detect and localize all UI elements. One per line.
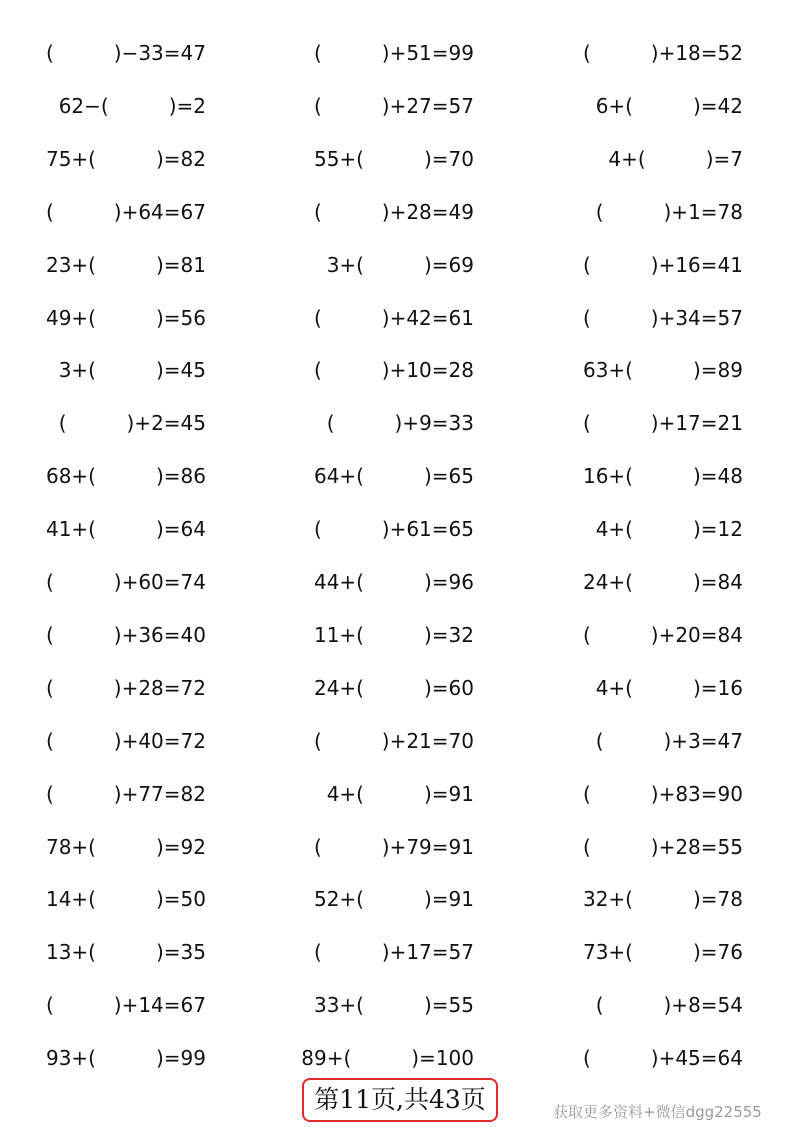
problem-row xyxy=(0,827,800,867)
math-problem: 3+( )=45 xyxy=(58,358,206,383)
math-problem: 24+( )=84 xyxy=(582,570,743,594)
problem-row xyxy=(0,932,800,972)
math-problem: ( )+40=72 xyxy=(45,728,206,753)
math-problem: 75+( )=82 xyxy=(45,146,206,171)
math-problem: 4+( )=16 xyxy=(595,675,743,700)
math-problem: 6+( )=42 xyxy=(595,93,743,118)
math-problem: ( )+3=47 xyxy=(595,728,743,753)
math-problem: ( )+2=45 xyxy=(58,411,206,436)
math-problem: 62−( )=2 xyxy=(58,93,206,118)
math-problem: 4+( )=91 xyxy=(326,781,474,806)
math-problem: 73+( )=76 xyxy=(582,940,743,965)
problem-row xyxy=(0,985,800,1025)
math-problem: ( )+16=41 xyxy=(582,252,743,277)
math-problem: 13+( )=35 xyxy=(45,940,206,965)
math-problem: ( )+8=54 xyxy=(595,993,743,1018)
math-problem: ( )+28=49 xyxy=(313,199,474,224)
math-problem: ( )+9=33 xyxy=(326,411,474,436)
math-problem: ( )+14=67 xyxy=(45,993,206,1018)
math-problem: 49+( )=56 xyxy=(45,305,206,330)
problem-row xyxy=(0,879,800,919)
problem-row xyxy=(0,774,800,814)
math-problem: 52+( )=91 xyxy=(313,887,474,912)
wechat-watermark: 获取更多资料+微信dgg22555 xyxy=(553,1103,762,1121)
math-problem: ( )+83=90 xyxy=(582,781,743,806)
math-problem: ( )+20=84 xyxy=(582,622,743,647)
math-problem: ( )+36=40 xyxy=(45,622,206,647)
problem-row xyxy=(0,192,800,232)
math-problem: 33+( )=55 xyxy=(313,993,474,1018)
page-number-badge: 第11页,共43页 xyxy=(302,1078,498,1122)
math-problem: ( )+28=55 xyxy=(582,834,743,859)
math-problem: ( )+17=21 xyxy=(582,411,743,436)
problem-row xyxy=(0,456,800,496)
math-problem: 55+( )=70 xyxy=(313,146,474,171)
math-problem: 24+( )=60 xyxy=(313,675,474,700)
problem-row xyxy=(0,562,800,602)
math-problem: ( )+77=82 xyxy=(45,781,206,806)
math-problem: ( )+51=99 xyxy=(313,41,474,65)
math-problem: ( )+61=65 xyxy=(313,517,474,542)
math-problem: ( )+10=28 xyxy=(313,358,474,383)
problem-row xyxy=(0,245,800,285)
math-problem: ( )+79=91 xyxy=(313,834,474,859)
math-problem: 41+( )=64 xyxy=(45,517,206,542)
math-problem: 3+( )=69 xyxy=(326,252,474,277)
problem-row xyxy=(0,298,800,338)
math-problem: ( )+60=74 xyxy=(45,570,206,594)
problem-row xyxy=(0,139,800,179)
problem-row xyxy=(0,615,800,655)
problem-row xyxy=(0,86,800,126)
math-problem: ( )+21=70 xyxy=(313,728,474,753)
problem-row xyxy=(0,350,800,390)
math-problem: ( )+18=52 xyxy=(582,41,743,65)
problem-row xyxy=(0,668,800,708)
math-problem: 68+( )=86 xyxy=(45,464,206,489)
math-problem: 11+( )=32 xyxy=(313,622,474,647)
math-problem: 78+( )=92 xyxy=(45,834,206,859)
math-problem: ( )+1=78 xyxy=(595,199,743,224)
problem-row xyxy=(0,509,800,549)
math-problem: ( )+27=57 xyxy=(313,93,474,118)
problem-row xyxy=(0,1038,800,1078)
math-problem: 4+( )=7 xyxy=(608,146,743,171)
problem-row xyxy=(0,721,800,761)
math-problem: 63+( )=89 xyxy=(582,358,743,383)
math-problem: ( )+45=64 xyxy=(582,1046,743,1071)
problem-row xyxy=(0,33,800,73)
math-problem: ( )−33=47 xyxy=(45,41,206,65)
math-problem: 64+( )=65 xyxy=(313,464,474,489)
math-problem: ( )+17=57 xyxy=(313,940,474,965)
math-problem: 14+( )=50 xyxy=(45,887,206,912)
math-problem: 23+( )=81 xyxy=(45,252,206,277)
math-problem: 32+( )=78 xyxy=(582,887,743,912)
problem-row xyxy=(0,403,800,443)
math-problem: 16+( )=48 xyxy=(582,464,743,489)
math-problem: 89+( )=100 xyxy=(301,1046,474,1071)
math-problem: ( )+42=61 xyxy=(313,305,474,330)
math-problem: ( )+28=72 xyxy=(45,675,206,700)
math-problem: ( )+64=67 xyxy=(45,199,206,224)
math-problem: ( )+34=57 xyxy=(582,305,743,330)
math-problem: 4+( )=12 xyxy=(595,517,743,542)
math-problem: 44+( )=96 xyxy=(313,570,474,594)
math-problem: 93+( )=99 xyxy=(45,1046,206,1071)
